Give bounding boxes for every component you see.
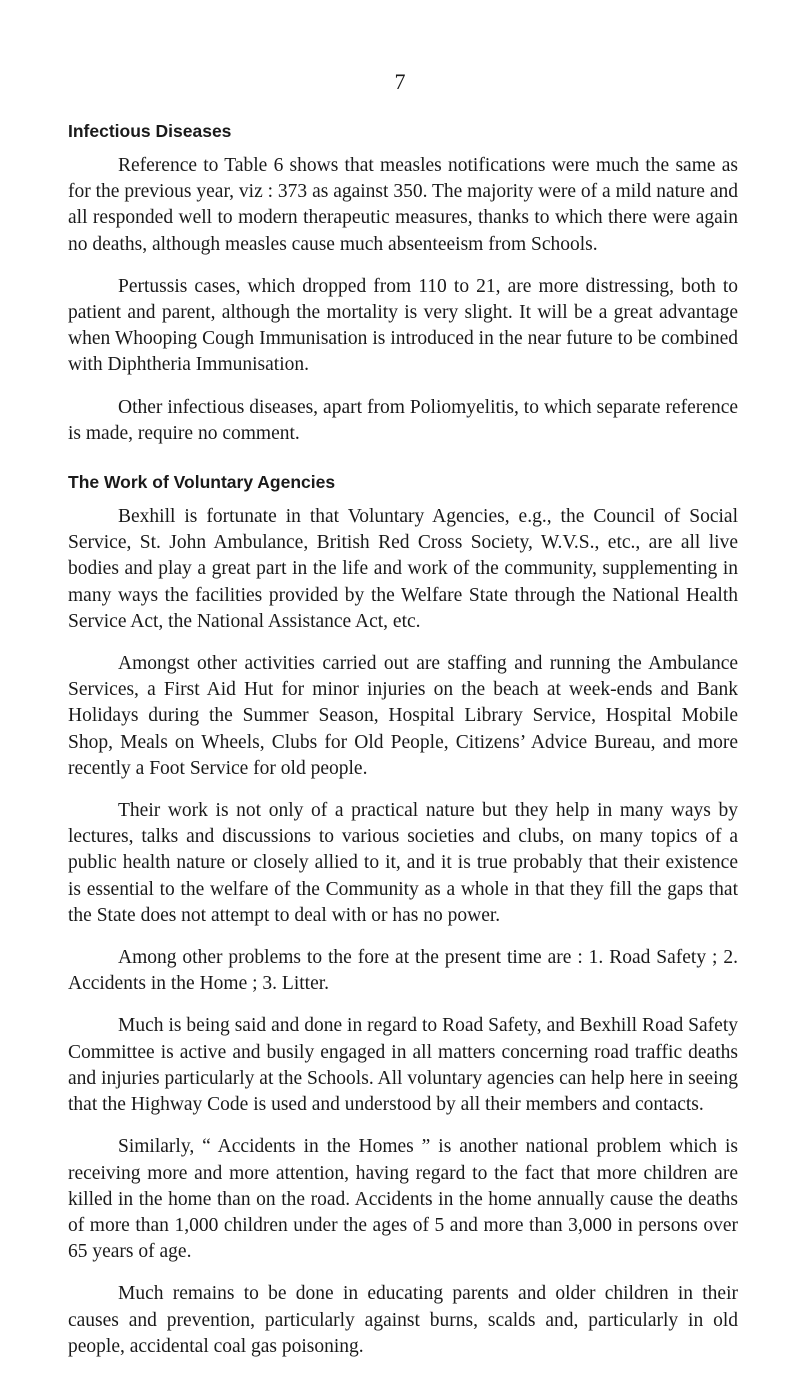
section-heading-infectious-diseases: Infectious Diseases (68, 121, 232, 141)
paragraph: Similarly, “ Accidents in the Homes ” is another national problem which is receiving more and more attention, having regard to the fact that more children are killed in the home than on the road. Accidents in the home annually cause the deaths of more than 1,000 children under the ages of 5 and more than 3,000 in persons over 65 years of age. (68, 1136, 738, 1263)
paragraph: Much remains to be done in educating parents and older children in their causes and prevention, particularly against burns, scalds and, particularly in old people, accidental coal gas poisoning. (68, 1283, 738, 1357)
page-content (68, 118, 738, 1376)
paragraph: Amongst other activities carried out are staffing and running the Ambulance Services, a First Aid Hut for minor injuries on the beach at week-ends and Bank Holidays during the Summer Season, Hospital Library Service, Hospital Mobile Shop, Meals on Wheels, Clubs for Old People, Citizens’ Advice Bureau, and more recently a Foot Service for old people. (68, 653, 738, 779)
paragraph: Other infectious diseases, apart from Poliomyelitis, to which separate reference is made, require no comment. (68, 396, 738, 444)
section-heading-voluntary-agencies: The Work of Voluntary Agencies (68, 472, 336, 493)
paragraph: Reference to Table 6 shows that measles notifications were much the same as for the previous year, viz : 373 as against 350. The majority were of a mild nature and all responded well to modern therapeutic measures, thanks to which there were again no deaths, although measles cause much absenteeism from Schools. (68, 155, 738, 255)
paragraph: Much is being said and done in regard to Road Safety, and Bexhill Road Safety Committee is active and busily engaged in all matters concerning road traffic deaths and injuries particularly at the Schools. All voluntary agencies can help here in seeing that the Highway Code is used and understood by all their members and contacts. (68, 1015, 738, 1116)
paragraph: Their work is not only of a practical nature but they help in many ways by lectures, talks and discussions to various societies and clubs, on many topics of a public health nature or closely allied to it, and it is true probably that their existence is essential to the welfare of the Community as a whole in that they fill the gaps that the State does not attempt to deal with or has no power. (68, 800, 738, 926)
paragraph: Pertussis cases, which dropped from 110 to 21, are more distressing, both to patient and parent, although the mortality is very slight. It will be a great advantage when Whooping Cough Immunisation is introduced in the near future to be combined with Diphtheria Immunisation. (68, 275, 738, 376)
paragraph: Among other problems to the fore at the present time are : 1. Road Safety ; 2. Accidents in the Home ; 3. Litter. (68, 947, 738, 995)
page-number: 7 (394, 69, 406, 94)
paragraph: Bexhill is fortunate in that Voluntary Agencies, e.g., the Council of Social Service, St. John Ambulance, British Red Cross Society, W.V.S., etc., are all live bodies and play a great part in the life and work of the community, supplementing in many ways the facilities provided by the Welfare State through the National Health Service Act, the National Assistance Act, etc. (68, 506, 738, 632)
